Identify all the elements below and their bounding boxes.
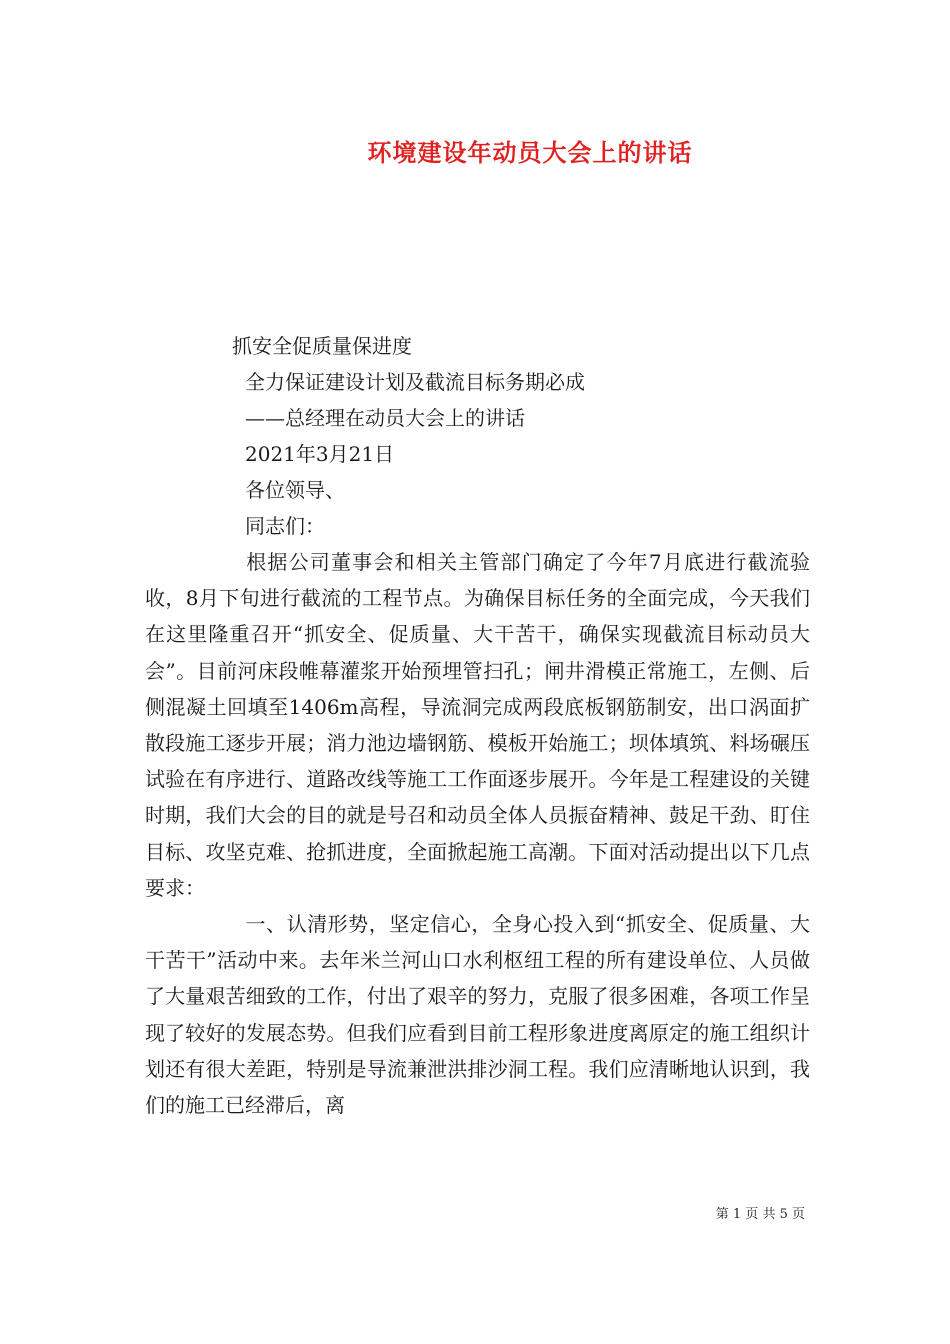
heading-line-2: 全力保证建设计划及截流目标务期必成	[245, 370, 585, 394]
document-title: 环境建设年动员大会上的讲话	[367, 139, 693, 167]
salutation-line-2: 同志们：	[245, 514, 325, 538]
paragraph-1	[145, 544, 810, 906]
heading-line-3: ——总经理在动员大会上的讲话	[245, 406, 525, 430]
page-footer: 第 1 页 共 5 页	[715, 1207, 805, 1222]
salutation-line-1: 各位领导、	[245, 478, 345, 502]
paragraph-2	[145, 906, 810, 1123]
paragraph-1-text: 根据公司董事会和相关主管部门确定了今年7月底进行截流验收，8月下旬进行截流的工程节点。为确保目标任务的全面完成，今天我们在这里隆重召开“抓安全、促质量、大干苦干，确保实现截流目标动员大会”。目前河床段帷幕灌浆开始预埋管扫孔；闸井滑模正常施工，左侧、后侧混凝土回填至1406m高程，导流洞完成两段底板钢筋制安，出口涡面扩散段施工逐步开展；消力池边墙钢筋、模板开始施工；坝体填筑、料场碾压试验在有序进行、道路改线等施工工作面逐步展开。今年是工程建设的关键时期，我们大会的目的就是号召和动员全体人员振奋精神、鼓足干劲、盯住目标、攻坚克难、抢抓进度，全面掀起施工高潮。下面对活动提出以下几点要求：	[145, 550, 810, 900]
paragraph-2-text: 一、认清形势，坚定信心，全身心投入到“抓安全、促质量、大干苦干”活动中来。去年米兰河山口水利枢纽工程的所有建设单位、人员做了大量艰苦细致的工作，付出了艰辛的努力，克服了很多困难，各项工作呈现了较好的发展态势。但我们应看到目前工程形象进度离原定的施工组织计划还有很大差距，特别是导流兼泄洪排沙洞工程。我们应清晰地认识到，我们的施工已经滞后，离	[145, 912, 810, 1118]
date-line: 2021年3月21日	[245, 442, 395, 466]
heading-line-1: 抓安全促质量保进度	[232, 334, 412, 358]
